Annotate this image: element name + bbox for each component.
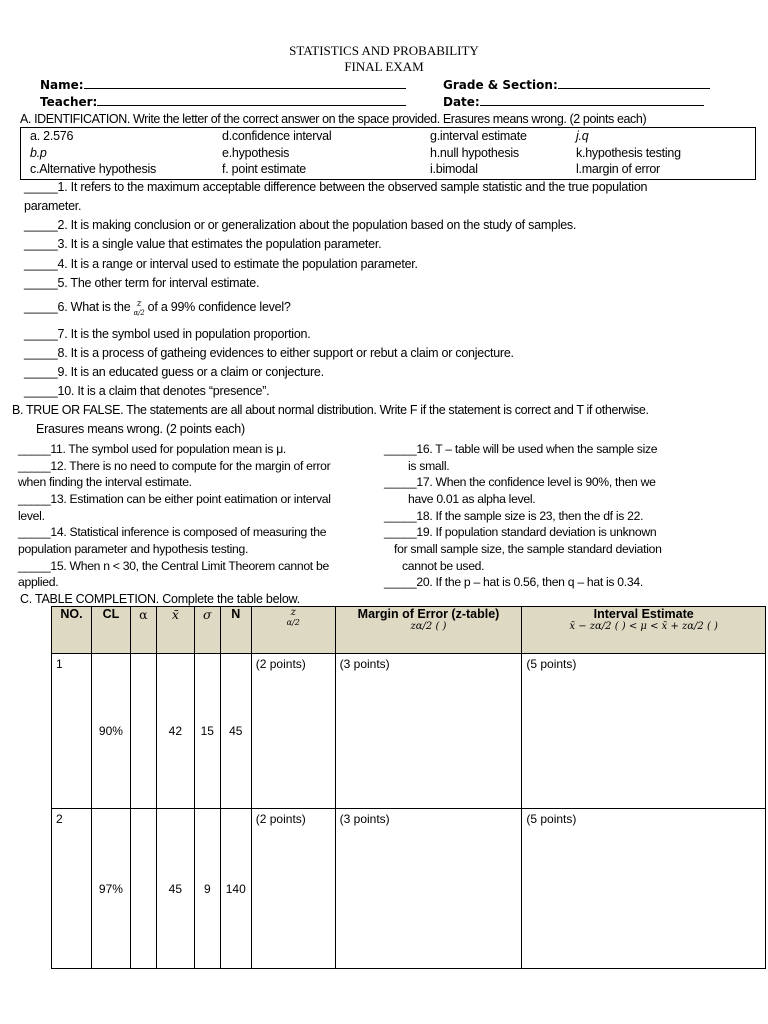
row-1-moe-answer[interactable]: (3 points) [335,654,522,809]
date-field[interactable] [443,94,704,109]
name-label: Name: [40,78,84,92]
row-1-no: 1 [52,654,92,809]
date-blank[interactable] [480,94,704,106]
row-1-ie-answer[interactable]: (5 points) [522,654,766,809]
row-1-alpha[interactable] [130,654,156,809]
question-16-cont: is small. [408,459,450,473]
col-alpha: α [130,607,156,654]
col-margin-of-error [335,607,522,654]
grade-section-field[interactable] [443,77,710,92]
question-7: _____7. It is the symbol used in population proportion. [24,327,311,341]
col-moe-formula: zα/2 ( ) [410,621,447,632]
name-blank[interactable] [84,77,406,89]
choice-g: g.interval estimate [430,129,527,143]
question-16: _____16. T – table will be used when the sample size [384,442,658,456]
question-19: _____19. If population standard deviation is unknown [384,525,657,539]
question-2: _____2. It is making conclusion or or generalization about the population based on the study of samples. [24,218,577,232]
row-2-xbar[interactable]: 45 [156,809,194,969]
row-1-n[interactable]: 45 [220,654,251,809]
col-z-subscript: α/2 [286,618,300,627]
table-row [52,654,766,809]
question-19-cont: for small sample size, the sample standard deviation [394,542,662,556]
question-15-cont: applied. [18,575,59,589]
question-9: _____9. It is an educated guess or a claim or conjecture. [24,365,324,379]
question-19-cont2: cannot be used. [402,559,485,573]
row-1-xbar[interactable]: 42 [156,654,194,809]
col-xbar: x̄ [156,607,194,654]
choice-f: f. point estimate [222,162,306,176]
question-4: _____4. It is a range or interval used to estimate the population parameter. [24,257,418,271]
row-1-sigma[interactable]: 15 [194,654,220,809]
teacher-blank[interactable] [97,94,406,106]
choice-j: j.q [576,129,589,143]
part-a-heading: A. IDENTIFICATION. Write the letter of the correct answer on the space provided. Erasures means wrong. (2 points each) [20,112,647,126]
question-12: _____12. There is no need to compute for the margin of error [18,459,331,473]
question-17-cont: have 0.01 as alpha level. [408,492,536,506]
exam-subject-title: STATISTICS AND PROBABILITY [289,43,479,58]
row-2-alpha[interactable] [130,809,156,969]
question-12-cont: when finding the interval estimate. [18,475,192,489]
question-8: _____8. It is a process of gatheing evidences to either support or rebut a claim or conjecture. [24,346,514,360]
teacher-field[interactable] [40,94,406,109]
row-2-no: 2 [52,809,92,969]
choice-k: k.hypothesis testing [576,146,681,160]
grade-section-label: Grade & Section: [443,78,558,92]
table-header-row [52,607,766,654]
col-no: NO. [52,607,92,654]
grade-section-blank[interactable] [558,77,710,89]
question-18: _____18. If the sample size is 23, then the df is 22. [384,509,644,523]
row-2-ie-answer[interactable]: (5 points) [522,809,766,969]
table-completion [51,606,766,969]
row-1-z-answer[interactable]: (2 points) [251,654,335,809]
choice-d: d.confidence interval [222,129,332,143]
question-6 [24,300,291,318]
part-b-heading-cont: Erasures means wrong. (2 points each) [36,422,245,436]
name-field[interactable] [40,77,406,92]
row-2-moe-answer[interactable]: (3 points) [335,809,522,969]
row-2-n[interactable]: 140 [220,809,251,969]
row-2-sigma[interactable]: 9 [194,809,220,969]
choice-c: c.Alternative hypothesis [30,162,157,176]
question-14: _____14. Statistical inference is composed of measuring the [18,525,327,539]
choice-h: h.null hypothesis [430,146,519,160]
date-label: Date: [443,95,480,109]
table-row [52,809,766,969]
question-20: _____20. If the p – hat is 0.56, then q – hat is 0.34. [384,575,643,589]
col-sigma: σ [194,607,220,654]
col-ie-formula: x̄ − zα/2 ( ) < μ < x̄ + zα/2 ( ) [569,621,718,632]
question-5: _____5. The other term for interval estimate. [24,276,260,290]
col-ie-label: Interval Estimate [593,607,694,621]
question-10: _____10. It is a claim that denotes “presence”. [24,384,270,398]
col-z [251,607,335,654]
row-2-z-answer[interactable]: (2 points) [251,809,335,969]
row-2-cl[interactable]: 97% [91,809,130,969]
question-6-pre: _____6. What is the [24,300,134,314]
choice-e: e.hypothesis [222,146,290,160]
choice-i: i.bimodal [430,162,478,176]
col-interval-estimate [522,607,766,654]
teacher-label: Teacher: [40,95,98,109]
col-z-symbol: z [290,607,296,618]
row-1-cl[interactable]: 90% [91,654,130,809]
question-15: _____15. When n < 30, the Central Limit Theorem cannot be [18,559,329,573]
col-moe-label: Margin of Error (z-table) [357,607,500,621]
choice-l: l.margin of error [576,162,660,176]
question-1: _____1. It refers to the maximum acceptable difference between the observed sample statistic and the true population [24,180,648,194]
choice-b: b.p [30,146,47,160]
question-3: _____3. It is a single value that estimates the population parameter. [24,237,382,251]
question-1-cont: parameter. [24,199,82,213]
question-14-cont: population parameter and hypothesis testing. [18,542,249,556]
z-alpha-half-symbol: z α/2 [133,299,145,317]
part-c-heading: C. TABLE COMPLETION. Complete the table below. [20,592,300,606]
part-b-heading: B. TRUE OR FALSE. The statements are all about normal distribution. Write F if the statement is correct and T if otherwise. [12,403,649,417]
col-cl: CL [91,607,130,654]
question-11: _____11. The symbol used for population mean is μ. [18,442,286,456]
col-n: N [220,607,251,654]
choice-a: a. 2.576 [30,129,74,143]
question-17: _____17. When the confidence level is 90%, then we [384,475,656,489]
question-13: _____13. Estimation can be either point eatimation or interval [18,492,331,506]
exam-title: FINAL EXAM [344,59,424,74]
question-6-post: of a 99% confidence level? [144,300,291,314]
question-13-cont: level. [18,509,45,523]
